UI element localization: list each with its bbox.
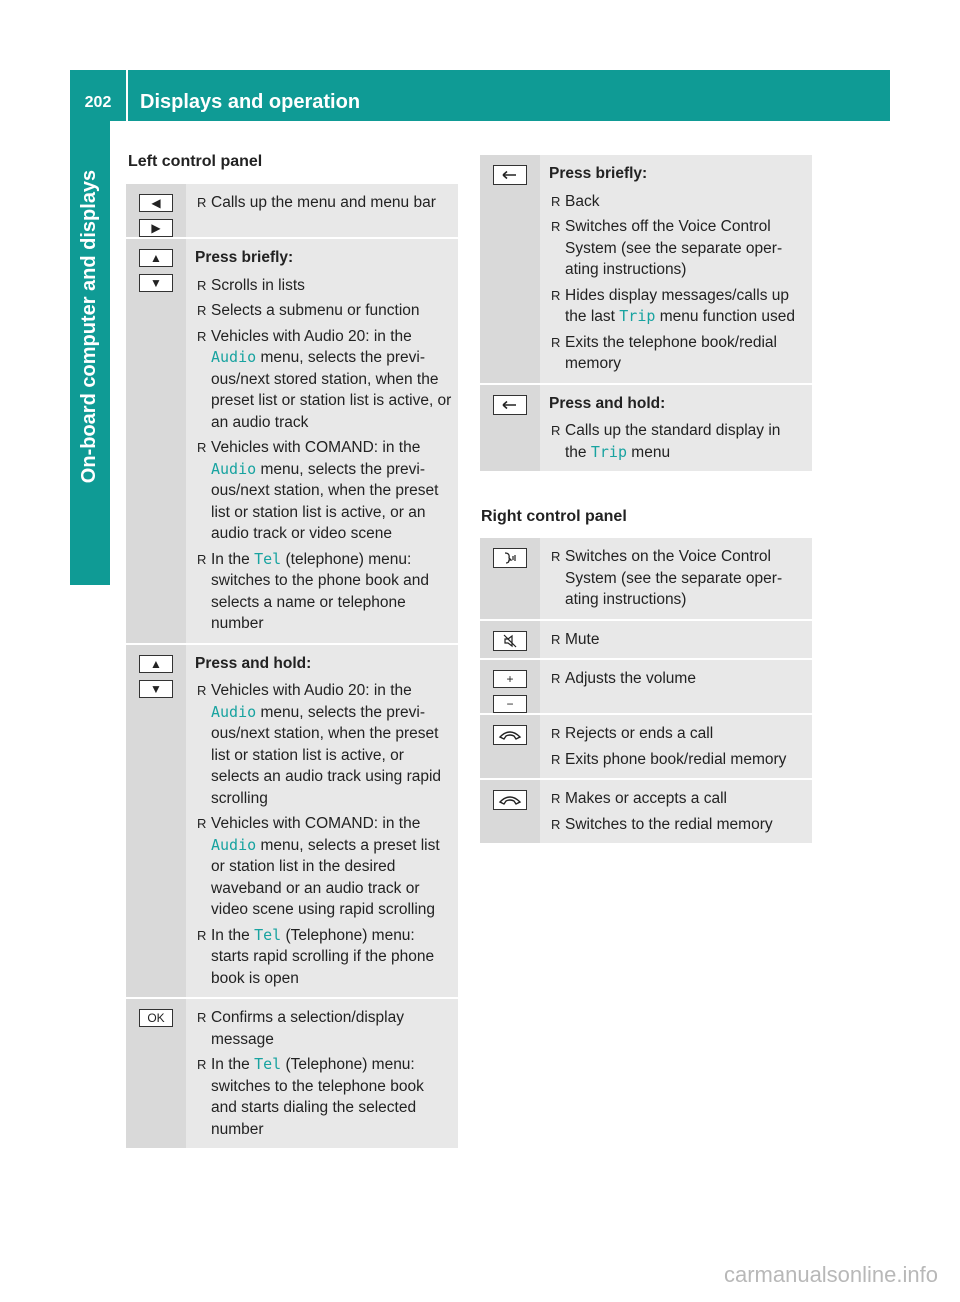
key-cell bbox=[126, 999, 186, 1148]
table-row bbox=[126, 239, 458, 645]
bullet-text: Confirms a selection/display message bbox=[211, 1009, 404, 1048]
bullet-item bbox=[195, 326, 452, 434]
key-cell bbox=[126, 239, 186, 643]
menu-name: Audio bbox=[211, 702, 257, 721]
bullet-item bbox=[549, 629, 806, 651]
ok-key-icon: OK bbox=[139, 1009, 173, 1027]
bullet-text: Adjusts the volume bbox=[565, 670, 696, 687]
back-key-icon bbox=[493, 395, 527, 415]
right-arrow-icon: ▶ bbox=[139, 219, 173, 237]
bullet-text: In the bbox=[211, 550, 255, 568]
menu-name: Audio bbox=[211, 348, 257, 366]
table-row bbox=[126, 645, 458, 1000]
up-arrow-icon: ▲ bbox=[139, 655, 173, 673]
key-cell bbox=[480, 538, 540, 619]
bullet-text: (telephone) menu: switches to the phone book and selects a name or telephone number bbox=[211, 550, 430, 632]
bullet-item bbox=[549, 216, 806, 281]
description-cell bbox=[540, 385, 812, 472]
bullet-text: (Telephone) menu: starts rapid scrolling if the phone book is open bbox=[211, 926, 435, 987]
left-panel-title: Left control panel bbox=[128, 153, 263, 170]
key-cell bbox=[126, 184, 186, 237]
description-cell bbox=[540, 660, 812, 713]
description-cell bbox=[540, 538, 812, 619]
page-number: 202 bbox=[84, 94, 112, 111]
bullet-text: Selects a submenu or function bbox=[211, 302, 420, 319]
description-cell bbox=[186, 645, 458, 998]
table-row bbox=[480, 155, 812, 385]
bullet-text: menu, selects the previous/next station, when the preset list or station list is active, or an audio track or video scene bbox=[211, 460, 439, 542]
back-key-table bbox=[480, 155, 812, 473]
back-key-icon bbox=[493, 165, 527, 185]
mute-icon bbox=[493, 631, 527, 651]
bullet-text: Exits the telephone book/redial memory bbox=[565, 333, 777, 372]
bullet-item bbox=[195, 1007, 452, 1050]
right-panel-title: Right control panel bbox=[481, 508, 627, 525]
description-cell bbox=[540, 621, 812, 659]
bullet-item bbox=[549, 814, 806, 836]
left-panel-table bbox=[126, 184, 458, 1150]
row-heading: Press briefly: bbox=[195, 249, 294, 266]
bullet-text: menu, selects the previous/next stored station, when the preset list or station list is active, or an audio track bbox=[211, 349, 452, 431]
menu-name: Trip bbox=[590, 442, 627, 461]
bullet-text: Switches off the Voice Control System (see the separate operating instructions) bbox=[565, 218, 783, 278]
accept-call-icon bbox=[493, 790, 527, 810]
bullet-text: Vehicles with COMAND: in the bbox=[211, 439, 421, 456]
bullet-text: (Telephone) menu: switches to the telephone book and starts dialing the selected number bbox=[211, 1056, 424, 1138]
description-cell bbox=[540, 715, 812, 778]
bullet-text: Makes or accepts a call bbox=[565, 790, 727, 807]
bullet-text: In the bbox=[211, 926, 255, 944]
menu-name: Tel bbox=[254, 1055, 282, 1073]
key-cell bbox=[480, 715, 540, 778]
bullet-item bbox=[549, 749, 806, 771]
key-cell bbox=[480, 660, 540, 713]
table-row bbox=[480, 385, 812, 474]
bullet-text: Calls up the standard display in the bbox=[565, 422, 781, 461]
right-panel-table bbox=[480, 538, 812, 845]
header-separator bbox=[126, 70, 128, 121]
bullet-item bbox=[549, 420, 806, 463]
side-tab-label: On-board computer and displays bbox=[78, 169, 101, 483]
bullet-text: In the bbox=[211, 1056, 255, 1073]
bullet-text: Rejects or ends a call bbox=[565, 725, 714, 742]
left-arrow-icon: ◀ bbox=[139, 194, 173, 212]
voice-control-icon bbox=[493, 548, 527, 568]
volume-up-icon: + bbox=[493, 670, 527, 688]
bullet-item bbox=[549, 788, 806, 810]
description-cell bbox=[186, 184, 458, 237]
bullet-text: Switches to the redial memory bbox=[565, 815, 773, 833]
bullet-text: Calls up the menu and menu bar bbox=[211, 194, 436, 211]
menu-name: Tel bbox=[254, 549, 282, 568]
key-cell bbox=[480, 385, 540, 472]
up-arrow-icon: ▲ bbox=[139, 249, 173, 267]
bullet-item bbox=[195, 1054, 452, 1140]
table-row bbox=[126, 999, 458, 1150]
bullet-text: Vehicles with Audio 20: in the bbox=[211, 682, 412, 699]
bullet-text: menu bbox=[626, 443, 671, 461]
bullet-item bbox=[549, 546, 806, 611]
bullet-item bbox=[549, 191, 806, 213]
bullet-item bbox=[549, 285, 806, 328]
key-cell bbox=[480, 155, 540, 383]
page-title: Displays and operation bbox=[140, 91, 361, 113]
description-cell bbox=[540, 155, 812, 383]
bullet-text: menu, selects the previous/next station, when the preset list or station list is active, or selects an audio track using rapid scrolling bbox=[211, 703, 442, 807]
bullet-text: menu, selects a preset list or station list in the desired waveband or an audio track or video scene using rapid scrolling bbox=[211, 836, 440, 918]
description-cell bbox=[186, 239, 458, 643]
bullet-text: Mute bbox=[565, 630, 600, 648]
end-call-icon bbox=[493, 725, 527, 745]
table-row bbox=[480, 660, 812, 715]
menu-name: Audio bbox=[211, 835, 257, 854]
bullet-text: Vehicles with Audio 20: in the bbox=[211, 327, 412, 345]
bullet-item bbox=[195, 549, 452, 635]
bullet-item bbox=[195, 275, 452, 297]
bullet-text: Switches on the Voice Control System (see the separate operating instructions) bbox=[565, 548, 783, 608]
description-cell bbox=[540, 780, 812, 843]
down-arrow-icon: ▼ bbox=[139, 680, 173, 698]
bullet-item bbox=[195, 437, 452, 545]
bullet-text: Hides display messages/calls up the last bbox=[565, 286, 789, 325]
bullet-item bbox=[195, 300, 452, 322]
table-row bbox=[480, 715, 812, 780]
volume-down-icon: − bbox=[493, 695, 527, 713]
key-cell bbox=[126, 645, 186, 998]
table-row bbox=[480, 780, 812, 845]
menu-name: Audio bbox=[211, 459, 257, 478]
key-cell bbox=[480, 621, 540, 659]
bullet-text: Scrolls in lists bbox=[211, 276, 305, 294]
bullet-item bbox=[549, 332, 806, 375]
menu-name: Trip bbox=[619, 307, 656, 325]
bullet-item bbox=[549, 668, 806, 690]
bullet-text: Exits phone book/redial memory bbox=[565, 750, 787, 768]
bullet-item bbox=[195, 925, 452, 990]
description-cell bbox=[186, 999, 458, 1148]
key-cell bbox=[480, 780, 540, 843]
bullet-text: Vehicles with COMAND: in the bbox=[211, 815, 421, 832]
table-row bbox=[480, 621, 812, 661]
table-row bbox=[126, 184, 458, 239]
footer-watermark: carmanualsonline.info bbox=[723, 1262, 938, 1287]
row-heading: Press and hold: bbox=[195, 654, 312, 672]
bullet-text: Back bbox=[565, 192, 600, 210]
row-heading: Press and hold: bbox=[549, 394, 666, 412]
bullet-text: menu function used bbox=[655, 308, 795, 325]
down-arrow-icon: ▼ bbox=[139, 274, 173, 292]
table-row bbox=[480, 538, 812, 621]
bullet-item bbox=[195, 680, 452, 809]
bullet-item bbox=[195, 192, 452, 214]
menu-name: Tel bbox=[254, 925, 282, 944]
bullet-item bbox=[195, 813, 452, 921]
row-heading: Press briefly: bbox=[549, 165, 648, 182]
bullet-item bbox=[549, 723, 806, 745]
